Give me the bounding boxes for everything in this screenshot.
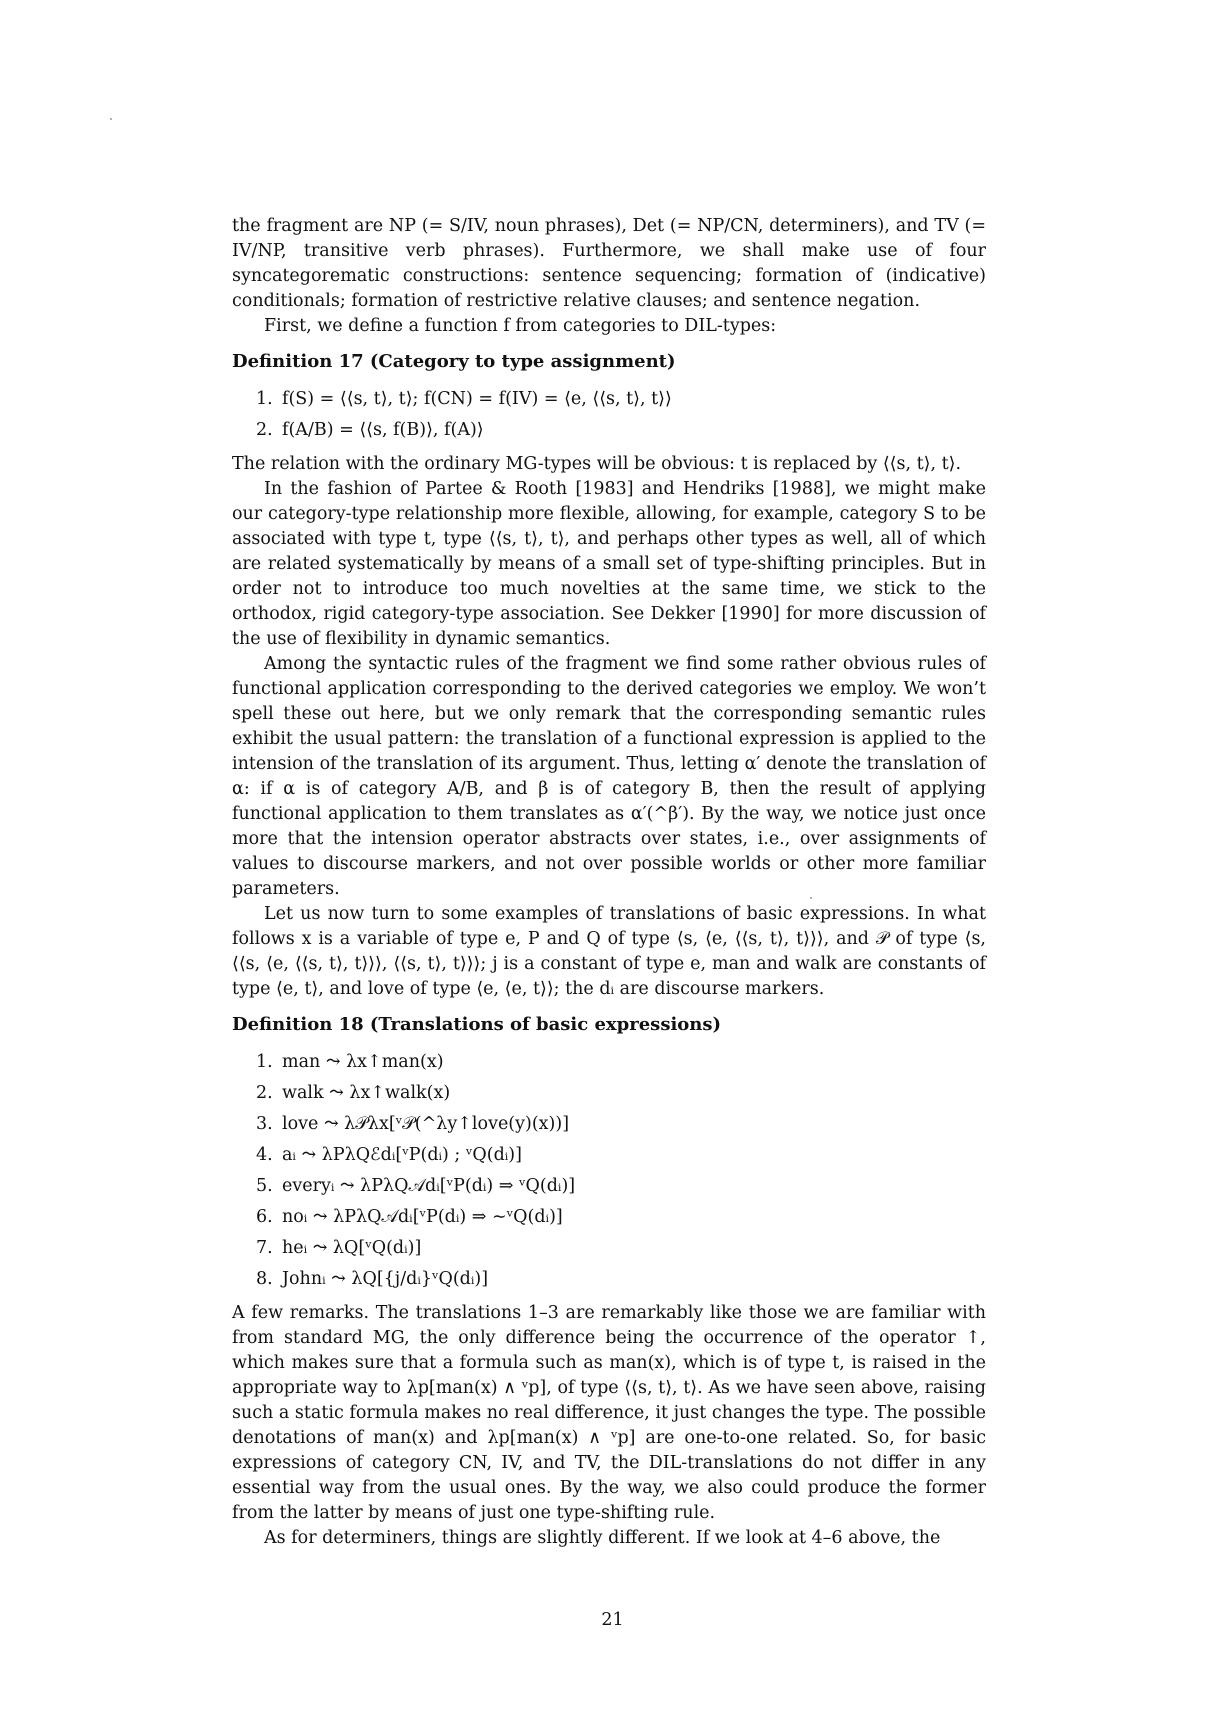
definition-item xyxy=(256,1140,986,1171)
definition-title: Definition 18 (Translations of basic expressions) xyxy=(232,1014,722,1035)
definition-item xyxy=(256,415,986,446)
definition-item xyxy=(256,1233,986,1264)
item-number: 8. xyxy=(256,1269,273,1289)
item-formula: everyᵢ ⤳ λPλQ𝒜dᵢ[ᵛP(dᵢ) ⇒ ᵛQ(dᵢ)] xyxy=(282,1176,576,1196)
item-formula: noᵢ ⤳ λPλQ𝒜dᵢ[ᵛP(dᵢ) ⇒ ∼ᵛQ(dᵢ)] xyxy=(282,1207,563,1227)
paragraph: In the fashion of Partee & Rooth [1983] and Hendriks [1988], we might make our category-type relationship more flexible, allowing, for example, category S to be associated with type t, type ⟨⟨s, t⟩, t⟩, and perhaps other types as well, all of which are related systematically by means of a small set of type-shifting principles. But in order not to introduce too much novelties at the same time, we stick to the orthodox, rigid category-type association. See Dekker [1990] for more discussion of the use of flexibility in dynamic semantics. xyxy=(232,479,986,649)
item-number: 7. xyxy=(256,1238,273,1258)
item-formula: f(A/B) = ⟨⟨s, f(B)⟩, f(A)⟩ xyxy=(282,420,484,440)
paragraph: First, we define a function f from categories to DIL-types: xyxy=(264,316,777,336)
definition-item xyxy=(256,1109,986,1140)
item-number: 2. xyxy=(256,1083,273,1103)
item-number: 6. xyxy=(256,1207,273,1227)
definition-list xyxy=(232,1047,986,1295)
page-number: 21 xyxy=(601,1610,624,1630)
paragraph: Let us now turn to some examples of translations of basic expressions. In what follows x is a variable of type e, P and Q of type ⟨s, ⟨e, ⟨⟨s, t⟩, t⟩⟩⟩, and 𝒫 of type ⟨s, ⟨⟨s, ⟨e, ⟨⟨s, t⟩, t⟩⟩⟩, ⟨⟨s, t⟩, t⟩⟩⟩; j is a constant of type e, man and walk are constants of type ⟨e, t⟩, and love of type ⟨e, ⟨e, t⟩⟩; the dᵢ are discourse markers. xyxy=(232,904,986,999)
definition-list xyxy=(232,384,986,446)
definition-item xyxy=(256,1171,986,1202)
definition-item xyxy=(256,1264,986,1295)
definition-title: Definition 17 (Category to type assignment) xyxy=(232,351,676,372)
item-formula: f(S) = ⟨⟨s, t⟩, t⟩; f(CN) = f(IV) = ⟨e, ⟨⟨s, t⟩, t⟩⟩ xyxy=(282,389,672,409)
item-formula: heᵢ ⤳ λQ[ᵛQ(dᵢ)] xyxy=(282,1238,422,1258)
item-number: 1. xyxy=(256,1052,273,1072)
item-number: 1. xyxy=(256,389,273,409)
definition-item xyxy=(256,1202,986,1233)
definition-item xyxy=(256,1078,986,1109)
item-formula: love ⤳ λ𝒫λx[ᵛ𝒫(^λy↑love(y)(x))] xyxy=(282,1114,570,1134)
definition-item xyxy=(256,384,986,415)
item-number: 4. xyxy=(256,1145,273,1165)
scan-speck xyxy=(110,118,112,120)
paragraph: A few remarks. The translations 1–3 are remarkably like those we are familiar with from standard MG, the only difference being the occurrence of the operator ↑, which makes sure that a formula such as man(x), which is of type t, is raised in the appropriate way to λp[man(x) ∧ ᵛp], of type ⟨⟨s, t⟩, t⟩. As we have seen above, raising such a static formula makes no real difference, it just changes the type. The possible denotations of man(x) and λp[man(x) ∧ ᵛp] are one-to-one related. So, for basic expressions of category CN, IV, and TV, the DIL-translations do not differ in any essential way from the usual ones. By the way, we also could produce the former from the latter by means of just one type-shifting rule. xyxy=(232,1303,986,1523)
item-formula: aᵢ ⤳ λPλQℰdᵢ[ᵛP(dᵢ) ; ᵛQ(dᵢ)] xyxy=(282,1145,522,1165)
item-formula: Johnᵢ ⤳ λQ[{j/dᵢ}ᵛQ(dᵢ)] xyxy=(282,1269,489,1289)
definition-item xyxy=(256,1047,986,1078)
paragraph: the fragment are NP (= S/IV, noun phrases), Det (= NP/CN, determiners), and TV (= IV/NP, transitive verb phrases). Furthermore, we shall make use of four syncategorematic constructions: sentence sequencing; formation of (indicative) conditionals; formation of restrictive relative clauses; and sentence negation. xyxy=(232,216,986,311)
item-number: 3. xyxy=(256,1114,273,1134)
body-text xyxy=(232,214,986,1551)
paragraph: The relation with the ordinary MG-types will be obvious: t is replaced by ⟨⟨s, t⟩, t⟩. xyxy=(232,454,962,474)
paragraph: Among the syntactic rules of the fragment we find some rather obvious rules of functional application corresponding to the derived categories we employ. We won’t spell these out here, but we only remark that the corresponding semantic rules exhibit the usual pattern: the translation of a functional expression is applied to the intension of the translation of its argument. Thus, letting α′ denote the translation of α: if α is of category A/B, and β is of category B, then the result of applying functional application to them translates as α′(^β′). By the way, we notice just once more that the intension operator abstracts over states, i.e., over assignments of values to discourse markers, and not over possible worlds or other more familiar parameters. xyxy=(232,654,986,899)
paragraph: As for determiners, things are slightly different. If we look at 4–6 above, the xyxy=(264,1528,941,1548)
item-number: 5. xyxy=(256,1176,273,1196)
item-formula: walk ⤳ λx↑walk(x) xyxy=(282,1083,451,1103)
item-number: 2. xyxy=(256,420,273,440)
item-formula: man ⤳ λx↑man(x) xyxy=(282,1052,444,1072)
